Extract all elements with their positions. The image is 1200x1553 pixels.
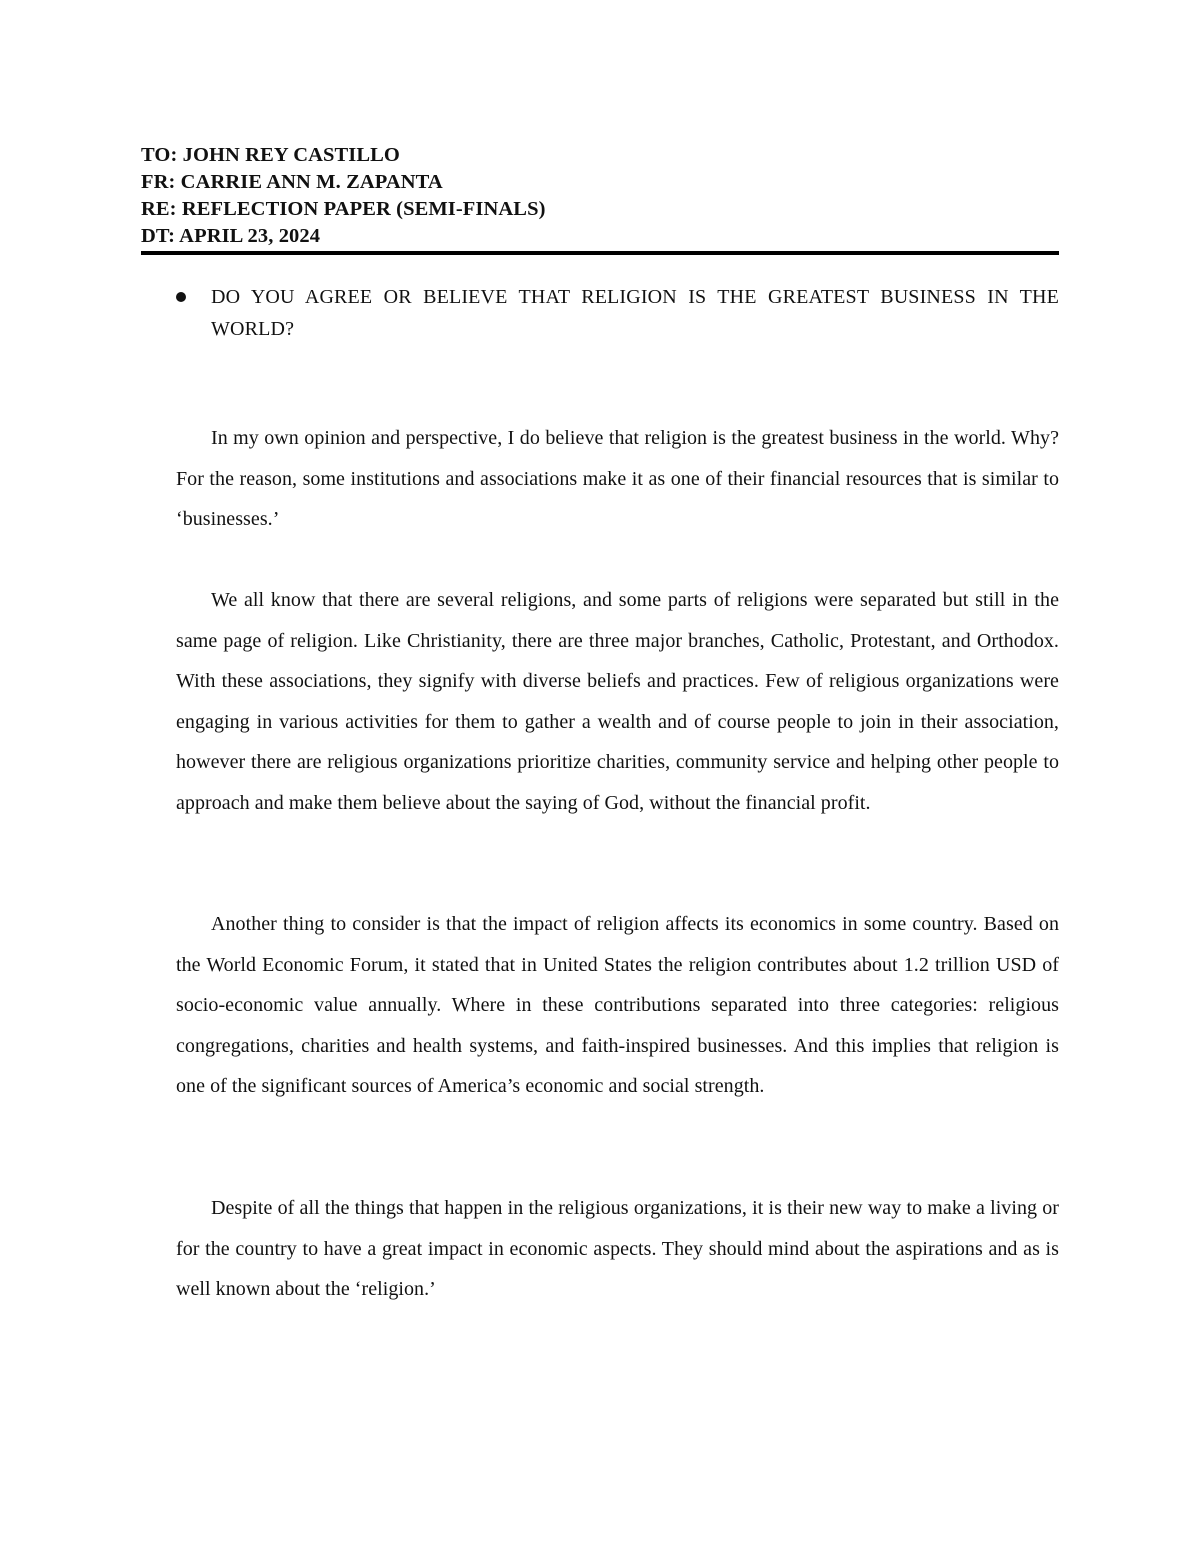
paragraph-economics: Another thing to consider is that the impact of religion affects its economics in some country. Based on the World Economic Forum, it stated that in United States the religion contributes about 1.2 trillion USD of socio-economic value annually. Where in these contributions separated into three categories: religious congregations, charities and health systems, and faith-inspired businesses. And this implies that religion is one of the significant sources of America’s economic and social strength. (176, 913, 1059, 1098)
memo-header (141, 142, 1059, 250)
memo-to-line: TO: JOHN REY CASTILLO (141, 144, 400, 166)
header-divider (141, 251, 1059, 255)
memo-date-line: DT: APRIL 23, 2024 (141, 225, 321, 247)
memo-from-line: FR: CARRIE ANN M. ZAPANTA (141, 171, 443, 193)
paragraph-conclusion: Despite of all the things that happen in the religious organizations, it is their new way to make a living or for the country to have a great impact in economic aspects. They should mind about the aspirations and as is well known about the ‘religion.’ (176, 1197, 1059, 1301)
paragraph-opinion: In my own opinion and perspective, I do believe that religion is the greatest business in the world. Why? For the reason, some institutions and associations make it as one of their financial resources that is similar to ‘businesses.’ (176, 427, 1059, 531)
question-text: DO YOU AGREE OR BELIEVE THAT RELIGION IS THE GREATEST BUSINESS IN THE WORLD? (211, 286, 1059, 340)
memo-subject-line: RE: REFLECTION PAPER (SEMI-FINALS) (141, 198, 546, 220)
bullet-icon (176, 292, 186, 302)
paragraph-religions: We all know that there are several religions, and some parts of religions were separated but still in the same page of religion. Like Christianity, there are three major branches, Catholic, Protestant, and Orthodox. With these associations, they signify with diverse beliefs and practices. Few of religious organizations were engaging in various activities for them to gather a wealth and of course people to join in their association, however there are religious organizations prioritize charities, community service and helping other people to approach and make them believe about the saying of God, without the financial profit. (176, 589, 1059, 814)
